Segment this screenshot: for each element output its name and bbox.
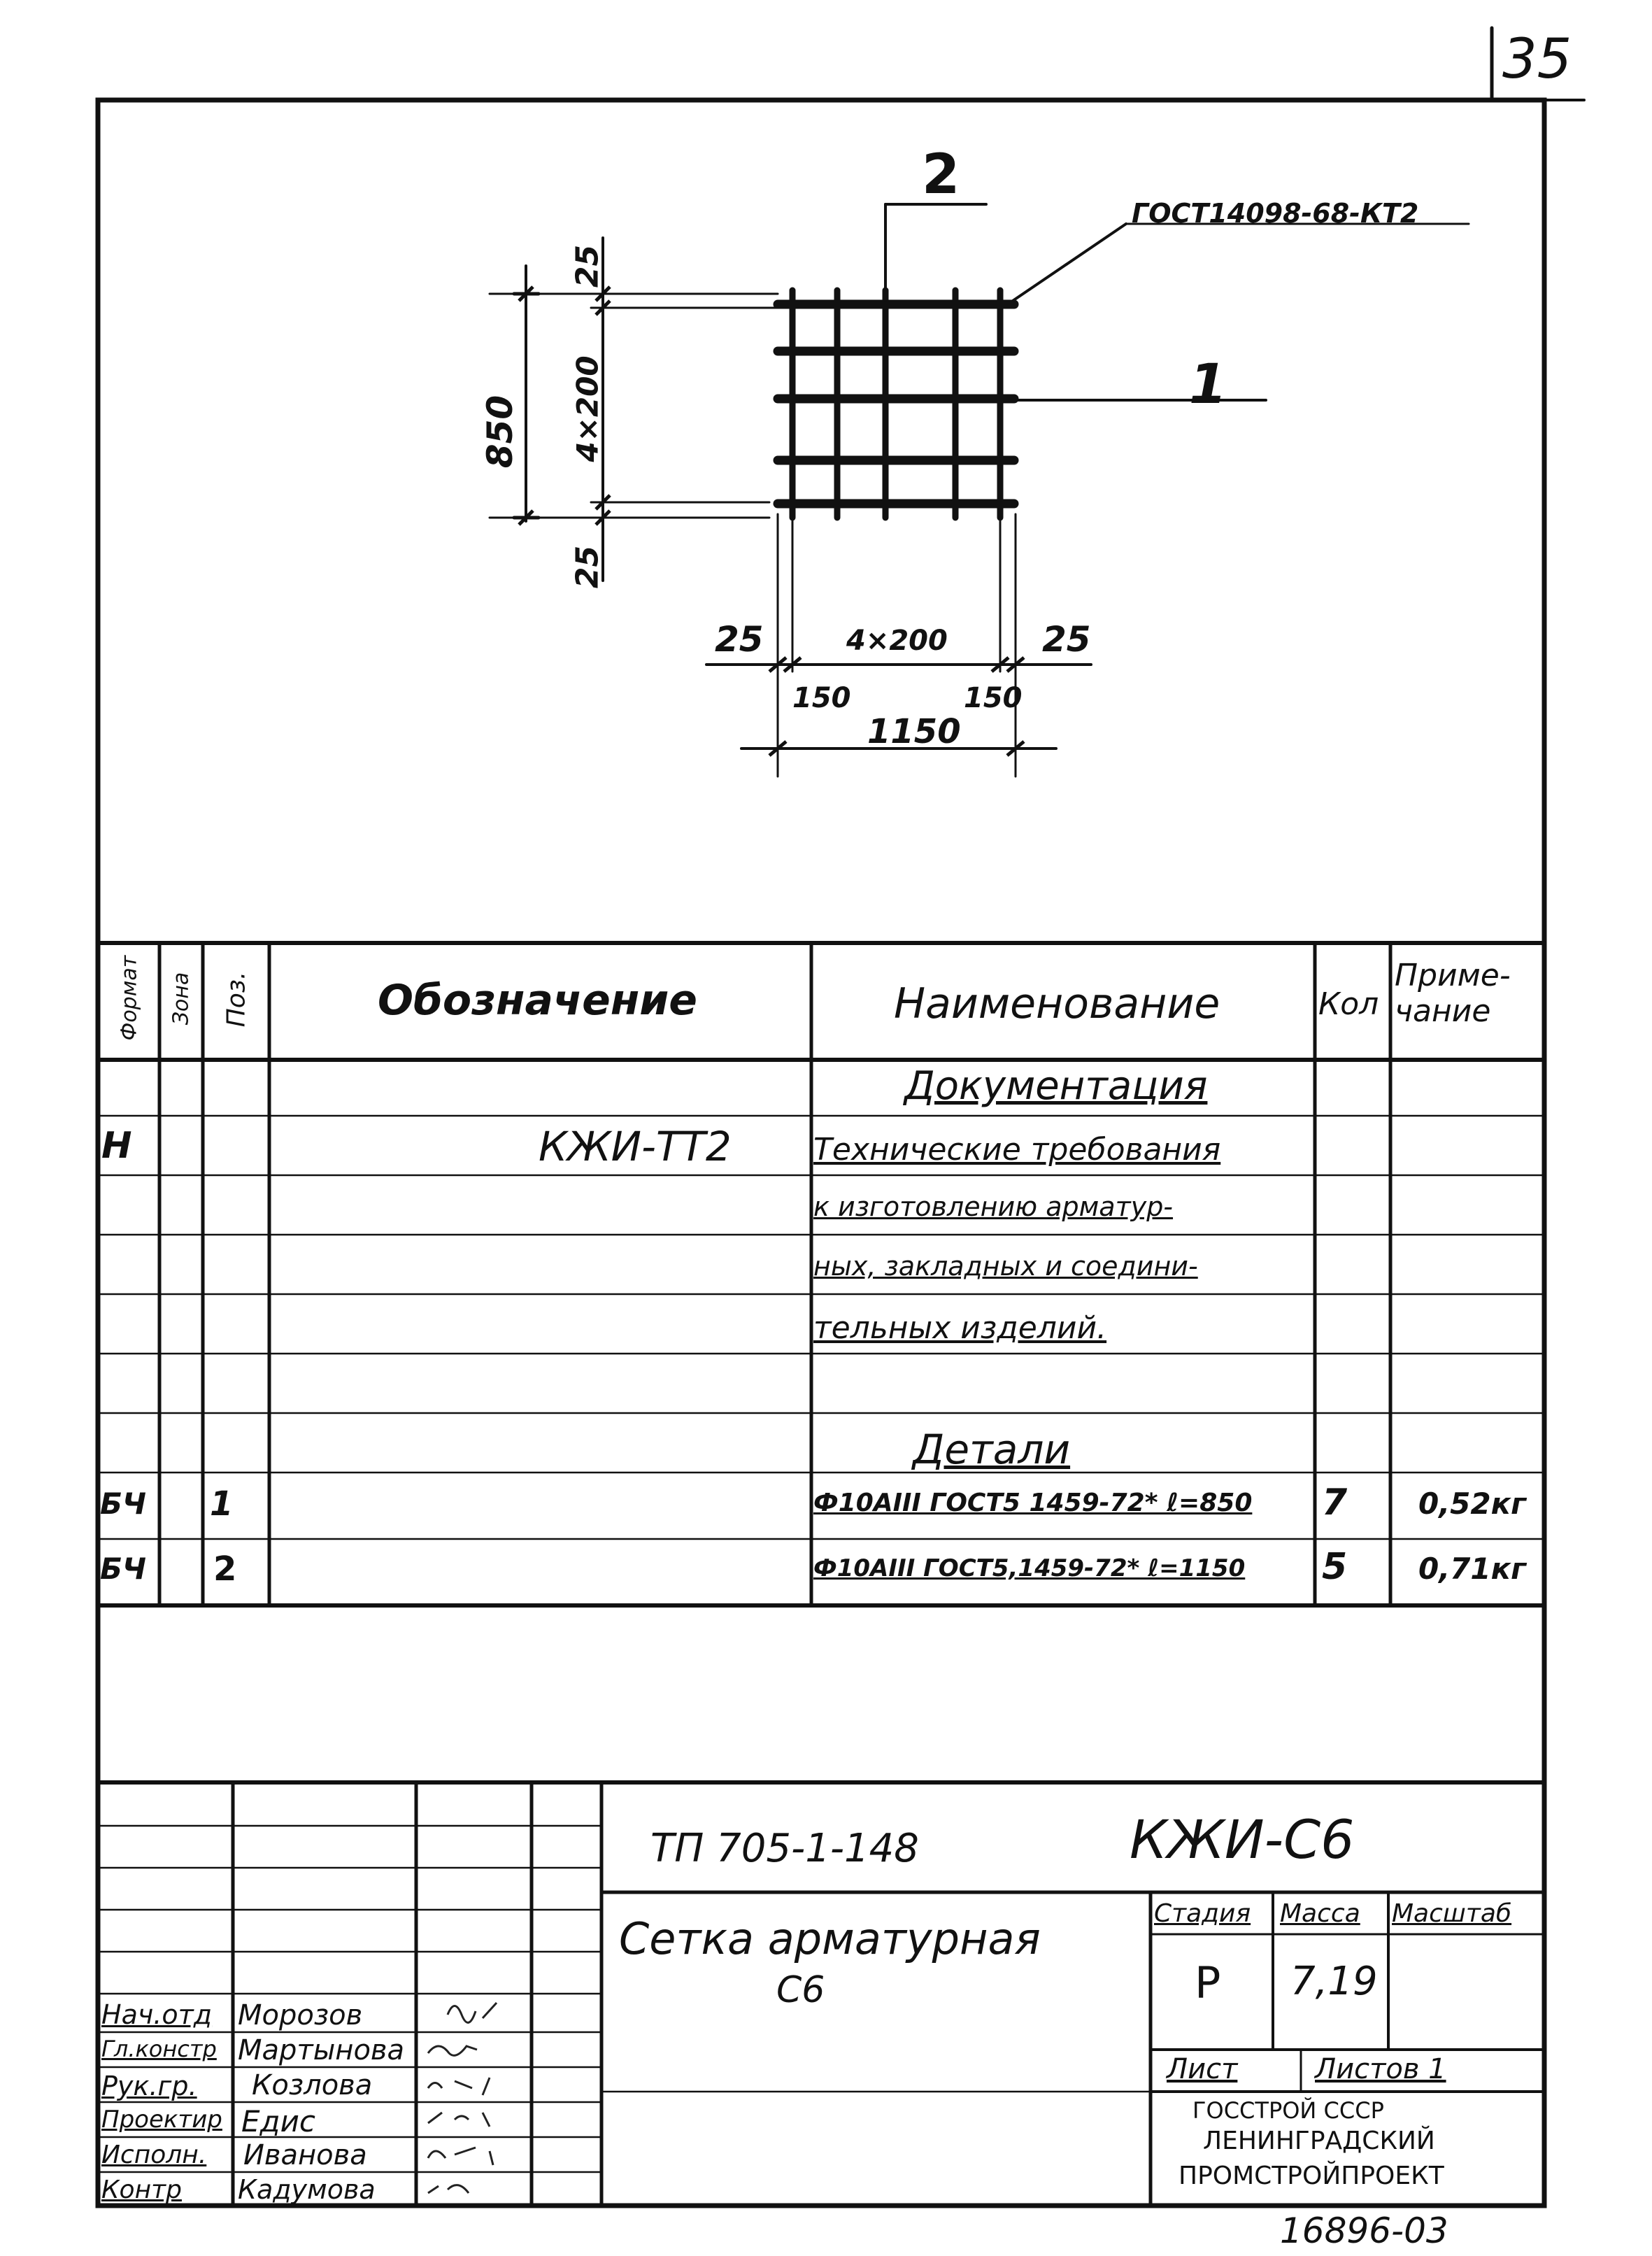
dim-25-top: 25 (569, 244, 606, 288)
row-1-format: БЧ (100, 1487, 146, 1521)
section-docs: Документация (904, 1063, 1208, 1109)
mass-label: Масса (1280, 1899, 1360, 1928)
drawing-title-line-2: С6 (776, 1969, 825, 2011)
dim-4x200-horizontal: 4×200 (846, 625, 948, 657)
org-line-2: ЛЕНИНГРАДСКИЙ (1203, 2127, 1435, 2155)
header-name: Наименование (894, 979, 1220, 1028)
sheets-label: Листов 1 (1315, 2053, 1446, 2085)
staff-role-2: Гл.констр (101, 2036, 217, 2062)
row-1-note: 0,52кг (1418, 1487, 1527, 1521)
position-1-label: 1 (1189, 353, 1227, 416)
staff-name-5: Иванова (243, 2139, 367, 2171)
staff-name-6: Кадумова (238, 2174, 376, 2205)
header-zone: Зона (169, 972, 194, 1026)
project-number: ТП 705-1-148 (650, 1826, 919, 1871)
header-format: Формат (117, 955, 142, 1041)
doc-name-line-2: к изготовлению арматур- (813, 1191, 1174, 1222)
row-2-name: Ф10АIII ГОСТ5,1459-72* ℓ=1150 (813, 1554, 1246, 1582)
header-designation: Обозначение (378, 976, 698, 1025)
dim-850: 850 (480, 395, 520, 469)
staff-role-5: Исполн. (101, 2141, 207, 2169)
dim-25-right: 25 (1042, 619, 1091, 660)
staff-name-2: Мартынова (238, 2034, 405, 2066)
header-note: Приме- чание (1395, 958, 1511, 1029)
gost-label: ГОСТ14098-68-КТ2 (1132, 198, 1419, 229)
row-2-qty: 5 (1322, 1546, 1348, 1588)
archive-number: 16896-03 (1280, 2211, 1448, 2251)
dim-150-left: 150 (792, 682, 851, 714)
org-line-1: ГОССТРОЙ СССР (1192, 2097, 1384, 2124)
stage-value: Р (1195, 1957, 1221, 2008)
dim-150-right: 150 (964, 682, 1023, 714)
scale-label: Масштаб (1392, 1899, 1512, 1928)
doc-format: Н (101, 1125, 132, 1167)
dim-25-bottom: 25 (569, 545, 606, 589)
header-qty: Кол (1318, 986, 1379, 1022)
staff-role-4: Проектир (101, 2106, 222, 2134)
dim-1150: 1150 (867, 712, 961, 751)
sheet-number: 35 (1502, 28, 1572, 91)
doc-designation: КЖИ-ТТ2 (539, 1123, 732, 1170)
row-2-note: 0,71кг (1418, 1552, 1527, 1586)
row-1-pos: 1 (210, 1484, 234, 1524)
row-1-qty: 7 (1322, 1482, 1348, 1524)
staff-role-1: Нач.отд (101, 1999, 213, 2030)
doc-name-line-1: Технические требования (813, 1132, 1221, 1168)
staff-role-6: Контр (101, 2176, 182, 2204)
staff-name-1: Морозов (238, 1999, 363, 2031)
drawing-code: КЖИ-С6 (1130, 1808, 1355, 1871)
row-1-name: Ф10АIII ГОСТ5 1459-72* ℓ=850 (813, 1489, 1253, 1517)
row-2-format: БЧ (100, 1552, 146, 1586)
mass-value: 7,19 (1290, 1959, 1378, 2004)
doc-name-line-4: тельных изделий. (813, 1310, 1107, 1346)
row-2-pos: 2 (213, 1549, 237, 1589)
position-2-label: 2 (922, 143, 960, 206)
doc-name-line-3: ных, закладных и соедини- (813, 1251, 1198, 1282)
staff-name-3: Козлова (252, 2069, 373, 2101)
dim-4x200-vertical: 4×200 (570, 355, 605, 462)
drawing-title-line-1: Сетка арматурная (619, 1913, 1041, 1964)
org-line-3: ПРОМСТРОЙПРОЕКТ (1179, 2162, 1444, 2190)
staff-name-4: Едис (241, 2104, 315, 2138)
sheet-label: Лист (1167, 2053, 1238, 2085)
header-pos: Поз. (222, 971, 251, 1028)
stage-label: Стадия (1154, 1899, 1251, 1928)
section-details: Детали (913, 1426, 1071, 1473)
dim-25-left: 25 (715, 619, 764, 660)
staff-role-3: Рук.гр. (101, 2071, 197, 2101)
